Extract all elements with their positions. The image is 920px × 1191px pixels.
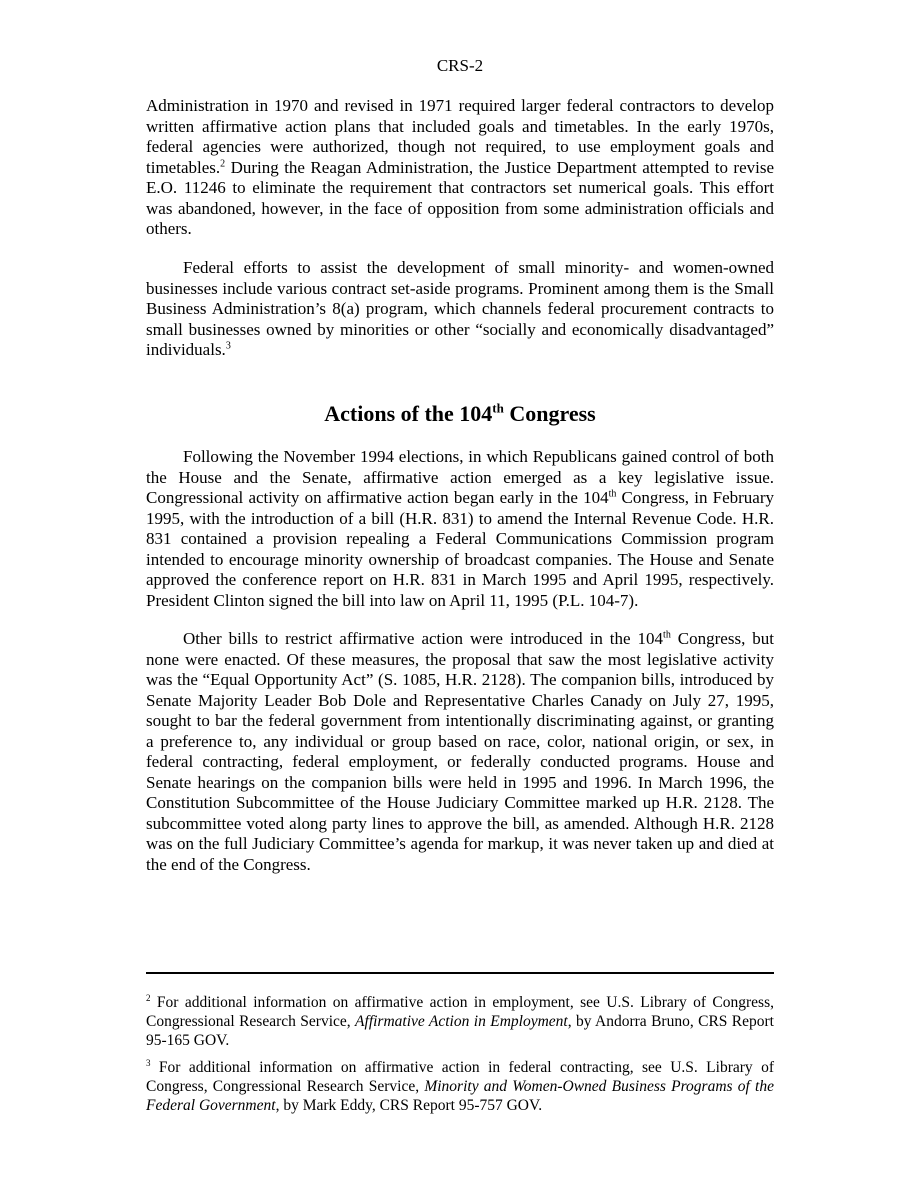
paragraph-text: Congress, but none were enacted. Of these measures, the proposal that saw the most legislative activity was the “Equal Opportunity Act” (S. 1085, H.R. 2128). The companion bills, introduced by Senate Majority Leader Bob Dole and Representative Charles Canady on July 27, 1995, sought to bar the federal government from intentionally discriminating against, or granting a preference to, any individual or group based on race, color, national origin, or sex, in federal contracting, federal employment, or federally conducted programs. House and Senate hearings on the companion bills were held in 1995 and 1996. In March 1996, the Constitution Subcommittee of the House Judiciary Committee marked up H.R. 2128. The subcommittee voted along party lines to approve the bill, as amended. Although H.R. 2128 was on the full Judiciary Committee’s agenda for markup, it was never taken up and died at the end of the Congress. [146, 629, 775, 874]
footnote-text: , by Andorra Bruno, CRS Report 95-165 GOV. [146, 1013, 774, 1049]
paragraph-continuation [146, 96, 774, 240]
footnote-number: 2 [146, 992, 151, 1003]
ordinal-superscript: th [608, 488, 617, 500]
ordinal-superscript: th [663, 629, 671, 641]
paragraph-text: Congress, in February 1995, with the introduction of a bill (H.R. 831) to amend the Internal Revenue Code. H.R. 831 contained a provision repealing a Federal Communications Commission program intended to encourage minority ownership of broadcast companies. The House and Senate approved the conference report on H.R. 831 in March 1995 and April 1995, respectively. President Clinton signed the bill into law on April 11, 1995 (P.L. 104-7). [146, 488, 774, 610]
paragraph-text: Administration in 1970 and revised in 1971 required larger federal contractors to develop written affirmative action plans that included goals and timetables. In the early 1970s, federal agencies were authorized, though not required, to use employment goals and timetables. [146, 96, 774, 177]
paragraph-text: Other bills to restrict affirmative action were introduced in the 104 [183, 629, 664, 648]
paragraph-other-bills [146, 629, 774, 875]
section-heading-ordinal: th [492, 400, 504, 416]
section-heading-text-end: Congress [503, 401, 596, 426]
paragraph-small-business [146, 258, 774, 361]
page-header: CRS-2 [436, 56, 484, 75]
footnote-divider [146, 972, 774, 974]
footnote-3 [146, 1058, 774, 1115]
footnote-text: For additional information on affirmative action in federal contracting, see U.S. Library of Congress, Congressional Research Service, [146, 1059, 774, 1095]
footnote-number: 3 [146, 1057, 151, 1068]
footnote-reference-3: 3 [225, 340, 231, 352]
footnote-2 [146, 993, 774, 1050]
paragraph-text: During the Reagan Administration, the Justice Department attempted to revise E.O. 11246 to eliminate the requirement that contractors set numerical goals. This effort was abandoned, however, in the face of opposition from some administration officials and others. [146, 157, 774, 238]
footnote-title: Affirmative Action in Employment [355, 1013, 568, 1030]
section-heading [0, 400, 920, 428]
footnote-text: For additional information on affirmative action in employment, see U.S. Library of Congress, Congressional Research Service, [146, 994, 774, 1030]
paragraph-text: Following the November 1994 elections, in which Republicans gained control of both the House and the Senate, affirmative action emerged as a key legislative issue. Congressional activity on affirmative action began early in the 104 [146, 447, 774, 507]
footnote-text: , by Mark Eddy, CRS Report 95-757 GOV. [275, 1097, 543, 1114]
paragraph-november-1994 [146, 447, 774, 611]
section-heading-text: Actions of the 104 [324, 401, 493, 426]
footnote-title: Minority and Women-Owned Business Programs of the Federal Government [146, 1078, 774, 1114]
paragraph-text: Federal efforts to assist the development of small minority- and women-owned businesses include various contract set-aside programs. Prominent among them is the Small Business Administration’s 8(a) program, which channels federal procurement contracts to small businesses owned by minorities or other “socially and economically disadvantaged” individuals. [146, 258, 774, 359]
footnote-reference-2: 2 [220, 157, 226, 169]
